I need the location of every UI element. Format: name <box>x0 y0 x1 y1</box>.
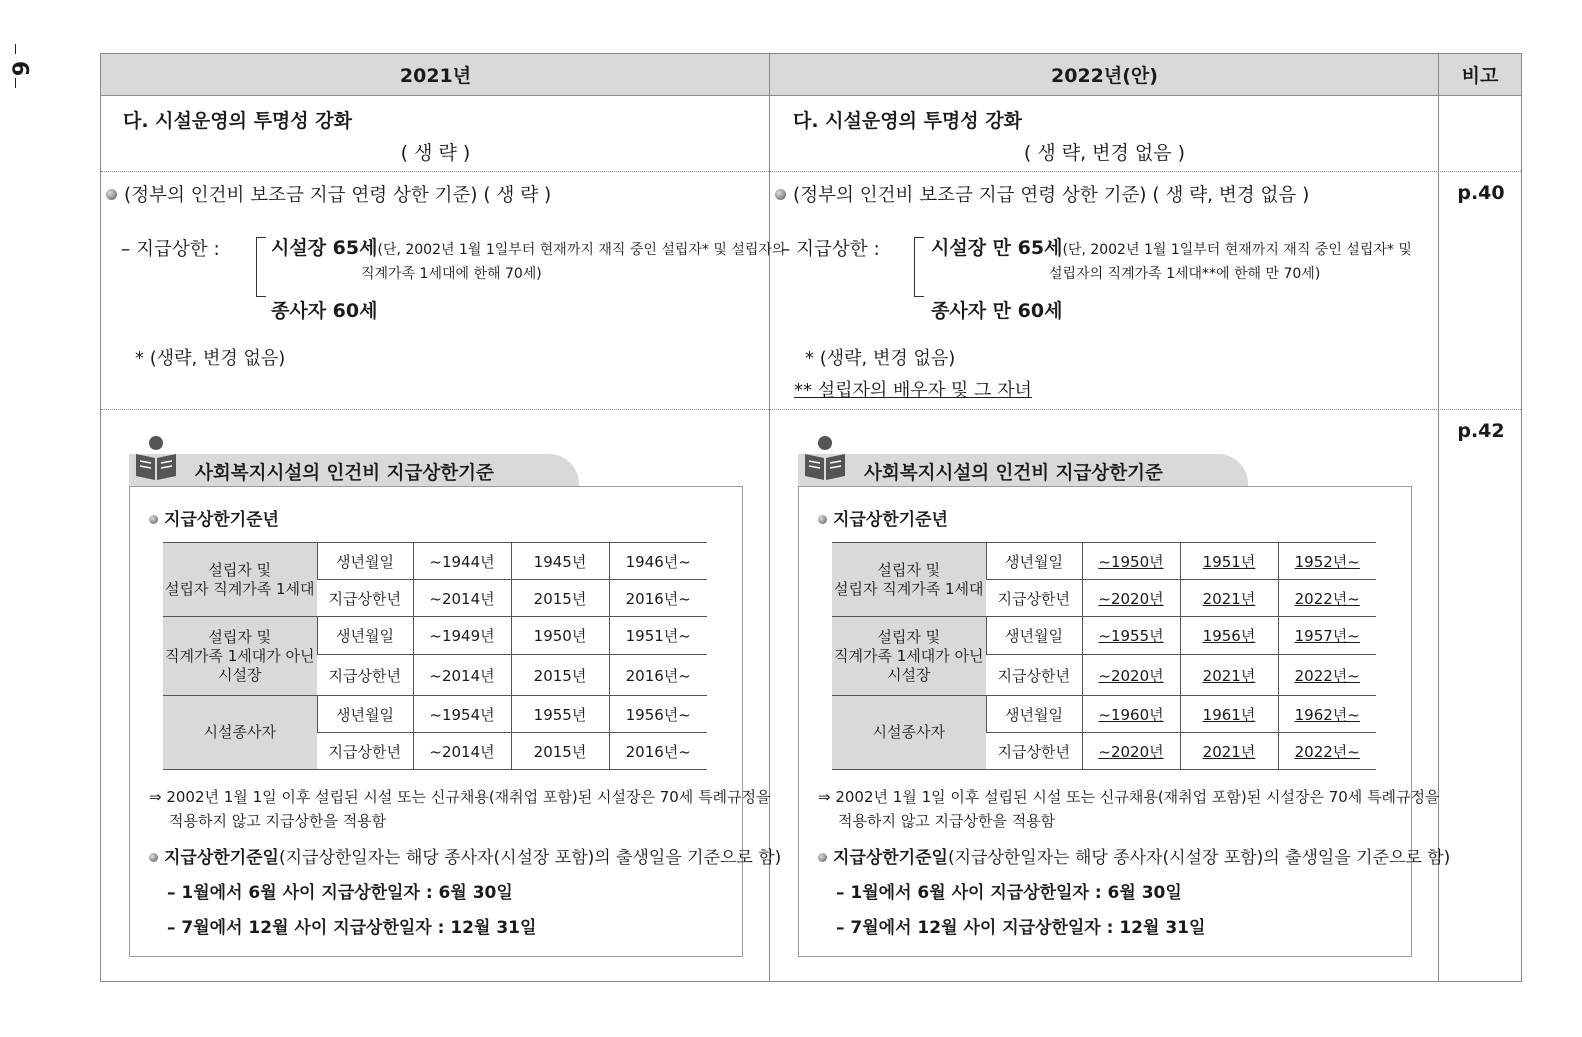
bullet-icon <box>149 853 158 862</box>
reading-person-icon <box>802 434 848 482</box>
table-cell: 1950년 <box>511 617 609 655</box>
box-title: 사회복지시설의 인건비 지급상한기준 <box>864 463 1163 484</box>
table-cell: ~1955년 <box>1082 617 1180 655</box>
comparison-table <box>100 53 1522 982</box>
box-title: 사회복지시설의 인건비 지급상한기준 <box>195 463 494 484</box>
table-cell: 2021년 <box>1180 733 1278 770</box>
table-cell: 2016년~ <box>609 655 707 696</box>
sub-heading: 지급상한기준년 <box>818 505 948 530</box>
table-cell: 1951년~ <box>609 617 707 655</box>
limit-date-1: – 1월에서 6월 사이 지급상한일자 : 6월 30일 <box>836 883 1182 903</box>
bullet-icon <box>149 515 158 524</box>
table-cell: 1961년 <box>1180 696 1278 733</box>
table-cell: ~2020년 <box>1082 655 1180 696</box>
table-group-label: 설립자 및 직계가족 1세대가 아닌 시설장 <box>832 617 986 696</box>
footnote-new: ** 설립자의 배우자 및 그 자녀 <box>794 380 1032 401</box>
page-number-rule-bottom <box>15 78 16 88</box>
table-row-label: 지급상한년 <box>317 580 413 617</box>
table-cell: 1946년~ <box>609 543 707 580</box>
limit-label: – 지급상한 : <box>781 239 880 260</box>
table-group-label: 설립자 및 설립자 직계가족 1세대 <box>832 543 986 617</box>
table-row <box>832 543 1376 580</box>
limit-year-table <box>163 542 707 770</box>
bullet-icon <box>818 515 827 524</box>
table-row <box>163 543 707 580</box>
limit-year-table <box>832 542 1376 770</box>
table-row <box>832 617 1376 655</box>
arrow-note: ⇒ 2002년 1월 1일 이후 설립된 시설 또는 신규채용(재취업 포함)된 시설장은 70세 특례규정을 <box>149 788 771 806</box>
limit-date-2: – 7월에서 12월 사이 지급상한일자 : 12월 31일 <box>836 918 1206 938</box>
table-row-label: 지급상한년 <box>317 733 413 770</box>
table-row <box>832 696 1376 733</box>
header-remarks: 비고 <box>1439 54 1521 96</box>
table-cell: ~1950년 <box>1082 543 1180 580</box>
table-cell: 2016년~ <box>609 733 707 770</box>
table-group-label: 시설종사자 <box>163 696 317 770</box>
bracket-icon <box>256 237 257 297</box>
table-cell: ~1949년 <box>413 617 511 655</box>
staff-limit: 종사자 만 60세 <box>931 300 1063 322</box>
footnote: * (생략, 변경 없음) <box>135 348 286 369</box>
table-cell: 1955년 <box>511 696 609 733</box>
column-divider <box>769 54 770 981</box>
bullet-icon <box>818 853 827 862</box>
table-row <box>163 696 707 733</box>
footnote: * (생략, 변경 없음) <box>805 348 956 369</box>
omit-text: ( 생 략 ) <box>400 142 471 164</box>
arrow-note: ⇒ 2002년 1월 1일 이후 설립된 시설 또는 신규채용(재취업 포함)된 시설장은 70세 특례규정을 <box>818 788 1440 806</box>
table-cell: ~2014년 <box>413 580 511 617</box>
table-cell: ~2014년 <box>413 733 511 770</box>
table-cell: 1956년~ <box>609 696 707 733</box>
sub-heading: 지급상한기준년 <box>149 505 279 530</box>
page-ref-42: p.42 <box>1457 420 1505 442</box>
table-row-label: 지급상한년 <box>986 655 1082 696</box>
bullet-item: (정부의 인건비 보조금 지급 연령 상한 기준) ( 생 략 ) <box>106 181 551 207</box>
table-cell: ~1954년 <box>413 696 511 733</box>
bullet-item: (정부의 인건비 보조금 지급 연령 상한 기준) ( 생 략, 변경 없음 ) <box>775 181 1309 207</box>
boss-limit-note: 설립자의 직계가족 1세대**에 한해 만 70세) <box>1049 266 1321 282</box>
table-cell: 2015년 <box>511 733 609 770</box>
table-cell: 2015년 <box>511 655 609 696</box>
table-cell: ~2020년 <box>1082 733 1180 770</box>
table-cell: 2015년 <box>511 580 609 617</box>
page-ref-40: p.40 <box>1457 182 1505 204</box>
table-row-label: 지급상한년 <box>317 655 413 696</box>
limit-date-2: – 7월에서 12월 사이 지급상한일자 : 12월 31일 <box>167 918 537 938</box>
bullet-icon <box>106 189 117 200</box>
table-cell: ~2014년 <box>413 655 511 696</box>
table-cell: ~2020년 <box>1082 580 1180 617</box>
table-cell: 1962년~ <box>1278 696 1376 733</box>
arrow-note-cont: 적용하지 않고 지급상한을 적용함 <box>838 812 1056 830</box>
page-number-rule-top <box>15 44 16 54</box>
section-title: 다. 시설운영의 투명성 강화 <box>123 110 352 132</box>
table-cell: 2021년 <box>1180 655 1278 696</box>
table-row-label: 지급상한년 <box>986 733 1082 770</box>
table-row <box>163 617 707 655</box>
header-2022: 2022년(안) <box>770 54 1439 96</box>
standard-date: 지급상한기준일(지급상한일자는 해당 종사자(시설장 포함)의 출생일을 기준으로 함) <box>149 843 781 868</box>
page-number: 6 <box>6 60 32 77</box>
reading-person-icon <box>133 434 179 482</box>
table-cell: 2021년 <box>1180 580 1278 617</box>
table-cell: 2016년~ <box>609 580 707 617</box>
table-row-label: 생년월일 <box>317 543 413 580</box>
staff-limit: 종사자 60세 <box>271 300 378 322</box>
table-row-label: 지급상한년 <box>986 580 1082 617</box>
bracket-icon <box>914 237 915 297</box>
table-cell: 1957년~ <box>1278 617 1376 655</box>
table-group-label: 설립자 및 직계가족 1세대가 아닌 시설장 <box>163 617 317 696</box>
table-row-label: 생년월일 <box>317 617 413 655</box>
table-cell: 1945년 <box>511 543 609 580</box>
standard-date: 지급상한기준일(지급상한일자는 해당 종사자(시설장 포함)의 출생일을 기준으로 함) <box>818 843 1450 868</box>
table-cell: ~1944년 <box>413 543 511 580</box>
table-cell: ~1960년 <box>1082 696 1180 733</box>
table-cell: 1952년~ <box>1278 543 1376 580</box>
table-group-label: 시설종사자 <box>832 696 986 770</box>
table-row-label: 생년월일 <box>986 617 1082 655</box>
row-divider <box>101 409 1521 410</box>
table-cell: 1956년 <box>1180 617 1278 655</box>
header-2021: 2021년 <box>101 54 770 96</box>
boss-limit: 시설장 만 65세(단, 2002년 1월 1일부터 현재까지 재직 중인 설립자* 및 <box>931 237 1412 259</box>
bullet-icon <box>775 189 786 200</box>
omit-text: ( 생 략, 변경 없음 ) <box>1023 142 1186 164</box>
table-row-label: 생년월일 <box>317 696 413 733</box>
table-row-label: 생년월일 <box>986 696 1082 733</box>
table-cell: 2022년~ <box>1278 580 1376 617</box>
table-row-label: 생년월일 <box>986 543 1082 580</box>
limit-label: – 지급상한 : <box>121 239 220 260</box>
limit-date-1: – 1월에서 6월 사이 지급상한일자 : 6월 30일 <box>167 883 513 903</box>
arrow-note-cont: 적용하지 않고 지급상한을 적용함 <box>169 812 387 830</box>
section-title: 다. 시설운영의 투명성 강화 <box>793 110 1022 132</box>
table-group-label: 설립자 및 설립자 직계가족 1세대 <box>163 543 317 617</box>
table-cell: 2022년~ <box>1278 655 1376 696</box>
row-divider <box>101 171 1521 172</box>
boss-limit-note: 직계가족 1세대에 한해 70세) <box>361 266 542 282</box>
boss-limit: 시설장 65세(단, 2002년 1월 1일부터 현재까지 재직 중인 설립자* 및 설립자의 <box>271 237 786 259</box>
table-cell: 1951년 <box>1180 543 1278 580</box>
table-cell: 2022년~ <box>1278 733 1376 770</box>
